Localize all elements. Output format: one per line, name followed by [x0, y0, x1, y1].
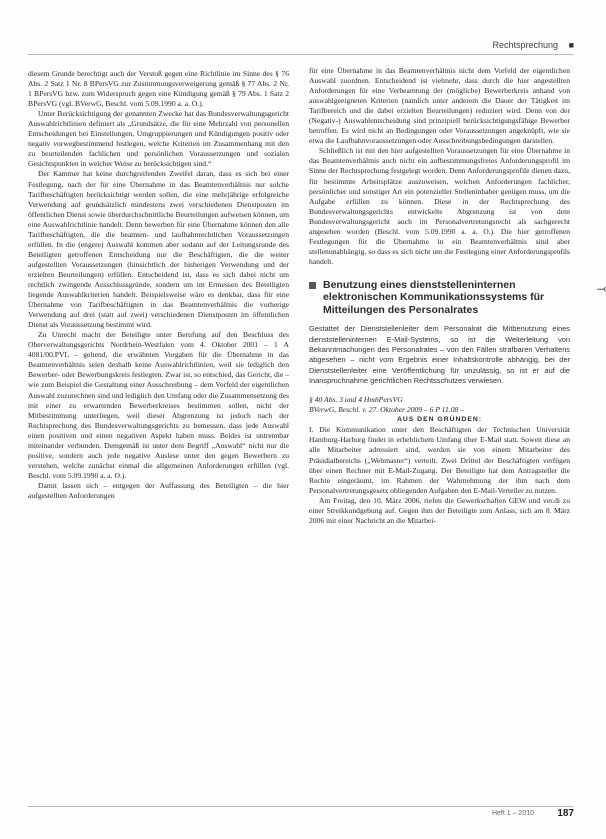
- norm-reference: § 40 Abs. 3 und 4 HmbPersVG: [309, 395, 403, 405]
- square-bullet-icon: [309, 282, 316, 289]
- page-number: 187: [557, 808, 574, 819]
- header-square-icon: ■: [568, 40, 574, 50]
- footer-issue: Heft 1 – 2010: [491, 810, 534, 817]
- section-heading: [309, 278, 606, 317]
- handwritten-checkmark-icon: ⤙: [597, 281, 606, 295]
- reasons-heading: AUS DEN GRÜNDEN:: [396, 416, 483, 424]
- page-footer: [28, 806, 574, 821]
- headnote: Gestattet der Dienststellenleiter dem Personalrat die Mitbenutzung eines dienststelleninternen E-Mail-Systems, so ist die Weiterleitung von Bekanntmachungen des Personalrates – von den Fällen strafbaren Verhaltens abgesehen – nicht vom Ergebnis einer Inhaltskontrolle abhängig, bei der Dienststellenleiter eine Veröffentlichung für unzulässig, so ist er auf die Inanspruchnahme gerichtlichen Rechtsschutzes verwiesen.: [309, 324, 570, 385]
- reasons-paragraph-2: Am Freitag, den 10. März 2006, riefen die Gewerkschaften GEW und ver.di zu einer Streikkundgebung auf. Gegen ihm der Beteiligte zum Anlass, sich am 8. März 2006 mit einer Nachricht an die Mitarbei-: [309, 495, 570, 525]
- right-column: [309, 66, 606, 526]
- court-citation: BVerwG, Beschl. v. 27. Oktober 2009 – 6 P 11.08 –: [309, 405, 465, 415]
- right-paragraph-1: für eine Übernahme in das Beamtenverhältnis nicht dem Vorfeld der eigentlichen Auswahl zuordnen. Entscheidend ist vielmehr, dass durch die hier angestellten Anforderungen für eine Verbeamtung der (mögliche) Bewerberkreis anhand von auswahlgeeigneten Kriterien (namlich unter anderem die Dauer der Tätigkeit im Tarifbereich und die dabei erzielten Beurteilungen) reduziert wird. Denn von der (Negativ-) Auswahlentscheidung sind prinzipiell berücksichtigungsfähige Bewerber betroffen. Es wird nicht an Bedingungen oder Voraussetzungen angeknüpft, wie sie etwa die Laufbahnvoraussetzungen oder Ausschreibungsbedingungen darstellen.: [309, 66, 570, 146]
- left-column: [28, 69, 289, 501]
- right-paragraph-2: Schließlich ist mit den hier aufgestellten Voraussetzungen für eine Übernahme in das Beamtenverhältnis auch nicht ein aufbestimmungsfreies Anforderungsprofil im Sinne der Rechtsprechung festgelegt worden. Denn Anforderungsprofile dienen dazu, für bestimmte Arbeitsplätze auszuweisen, welchen Anforderungen fachlicher, persönlicher und sonstiger Art ein potenzieller Stelleninhaber genügen muss, um die Aufgabe erfüllen zu können. Diese in der Rechtsprechung des Bundesverwaltungsgerichts entwickelte Abgrenzung ist von dem Bundesverwaltungsgericht auch im Personalvertretungsrecht als sachgerecht angesehen worden (Beschl. vom 5.09.1990 a. a. O.). Die hier getroffenen Festlegungen für die Übernahme in ein Beamtenverhältnis sind aber stellenunabhängig, so dass es sich nicht um die Festlegung einer Anforderungsprofils handelt.: [309, 146, 570, 266]
- reasons-paragraph-1: I. Die Kommunikation unter den Beschäftigten der Technischen Universität Hamburg-Harburg findet in erheblichem Umfang über E-Mail statt. Soweit diese an alle Mitarbeiter adressiert sind, werden sie von einem Mitarbeiter des Präsidialbereichs („Webmaster“) verteilt. Zwei Drittel der Beschäftigten verfügen über einen Rechner mit E-Mail-Zugang. Der Beteiligte hat dem Antragsteller die Rechte eingeräumt, im Rahmen der Wahrnehmung der ihm nach dem Personalvertretungsgesetz obliegenden Aufgaben den E-Mail-Verteiler zu nutzen.: [309, 425, 570, 495]
- left-paragraph-2: Unter Berücksichtigung der genannten Zwecke hat das Bundesverwaltungsgericht Auswahlrichtlinien definiert als „Grundsätze, die für eine Mehrzahl von personellen Entscheidungen bei Einstellungen, Umgruppierungen und Kündigungen positiv oder negativ vorwegbestimmend festlegen, welche Kriterien im Zusammenhang mit den zu beurteilenden fachlichen und persönlichen Voraussetzungen und sozialen Gesichtspunkten in welcher Weise zu berücksichtigen sind.“: [28, 109, 289, 169]
- left-paragraph-3: Der Kammer hat keine durchgreifenden Zweifel daran, dass es sich bei einer Festlegung, nach der für eine Übernahme in das Beamtenverhältnis nur solche Tarifbeschäftigten berücksichtigt werden sollen, die eine mehrjährige erfolgreiche Verwendung auf grundsätzlich mindestens zwei verschiedenen Dienstposten im öffentlichen Dienst sowie überdurchschnittliche Beurteilungen aufweisen können, um eine Auswahlrichtlinie handelt. Denn bewerben für eine Übernahme können den alle Tarifbeschäftigten, die die beamten- und laufbahnrechtlichen Voraussetzungen erfüllen. In die (engere) Auswahl kommen aber sodann auf der Leitungsrunde des Beteiligten getroffenen Entscheidung nur die Beschäftigten, die die weiter aufgestellten Voraussetzungen (hinsichtlich der bisherigen Verwendung und der erzielten Beurteilungen) erfüllen. Entscheidend ist, dass es sich dabei nicht um rechtlich zwingende Ausschlussgründe, sondern um im Ermessen des Beteiligten liegende Auswahlkriterien handelt. Beispielsweise wäre es denkbar, dass für eine Übernahme von Tarifbeschäftigten in das Beamtenverhältnis die vorherige Verwendung auf drei (statt auf zwei) verschiedenen Dienstposten im öffentlichen Dienst als Voraussetzung bestimmt wird.: [28, 169, 289, 330]
- section-heading-text: Benutzung eines dienststelleninternen elektronischen Kommunikationssystems für Mitteilungen des Personalrates: [323, 278, 545, 316]
- running-header: [28, 40, 574, 55]
- left-paragraph-1: diesem Grunde berechtigt auch der Verstoß gegen eine Richtlinie im Sinne des § 76 Abs. 2 Satz 1 Nr. 8 BPersVG zur Zustimmungsverweigerung gemäß § 77 Abs. 2 Nr. 1 BPersVG bzw. zum Widerspruch gegen eine Kündigung gemäß § 79 Abs. 1 Satz 2 BPersVG (vgl. BVerwG, Beschl. vom 5.09.1990 a. a. O.).: [28, 69, 289, 109]
- running-header-title: Rechtsprechung: [492, 40, 558, 50]
- left-paragraph-4: Zu Unrecht macht der Beteiligte unter Berufung auf den Beschluss des Oberverwaltungsgerichts Nordrhein-Westfalen vom 4. Oktober 2001 – 1 A 4081/00.PVL – geltend, die erwähnten Vorgaben für die Übernahme in das Beamtenverhältnis seien deshalb keine Auswahlrichtlinien, weil sie lediglich den Bewerber- oder Bewerbungskreis festlegten. Zwar ist, so entschied, das Gericht, die – wie zum Beispiel die Gestaltung einer Ausschreibung – dem Vorfeld der eigentlichen Auswahl zuzurechnen sind und lediglich den Umfang oder die Zusammensetzung des mit einer zu erwartenden Bewerberkreises bestimmen sollen, nicht der Mitbestimmung unterliegen, weil dieser Abgrenzung ist jedoch nach der Rechtsprechung des Bundesverwaltungsgerichts zu bemessen, dass jede Auswahl einen positiven und einen negativen Aspekt haben muss. Beides ist untrennbar miteinander verbunden. Demgemäß ist unter dem Begriff „Auswahl“ nicht nur die positive, sondern auch jede negative Auslese unter den gegen Bewerbern zu verstehen, welche zunächst einmal die allgemeinen Anforderungen erfüllen (vgl. Beschl. vom 5.09.1990 a. a. O.).: [28, 330, 289, 480]
- left-paragraph-5: Damit lassen sich – entgegen der Auffassung des Beteiligten – die hier aufgestellten Anforderungen: [28, 480, 289, 500]
